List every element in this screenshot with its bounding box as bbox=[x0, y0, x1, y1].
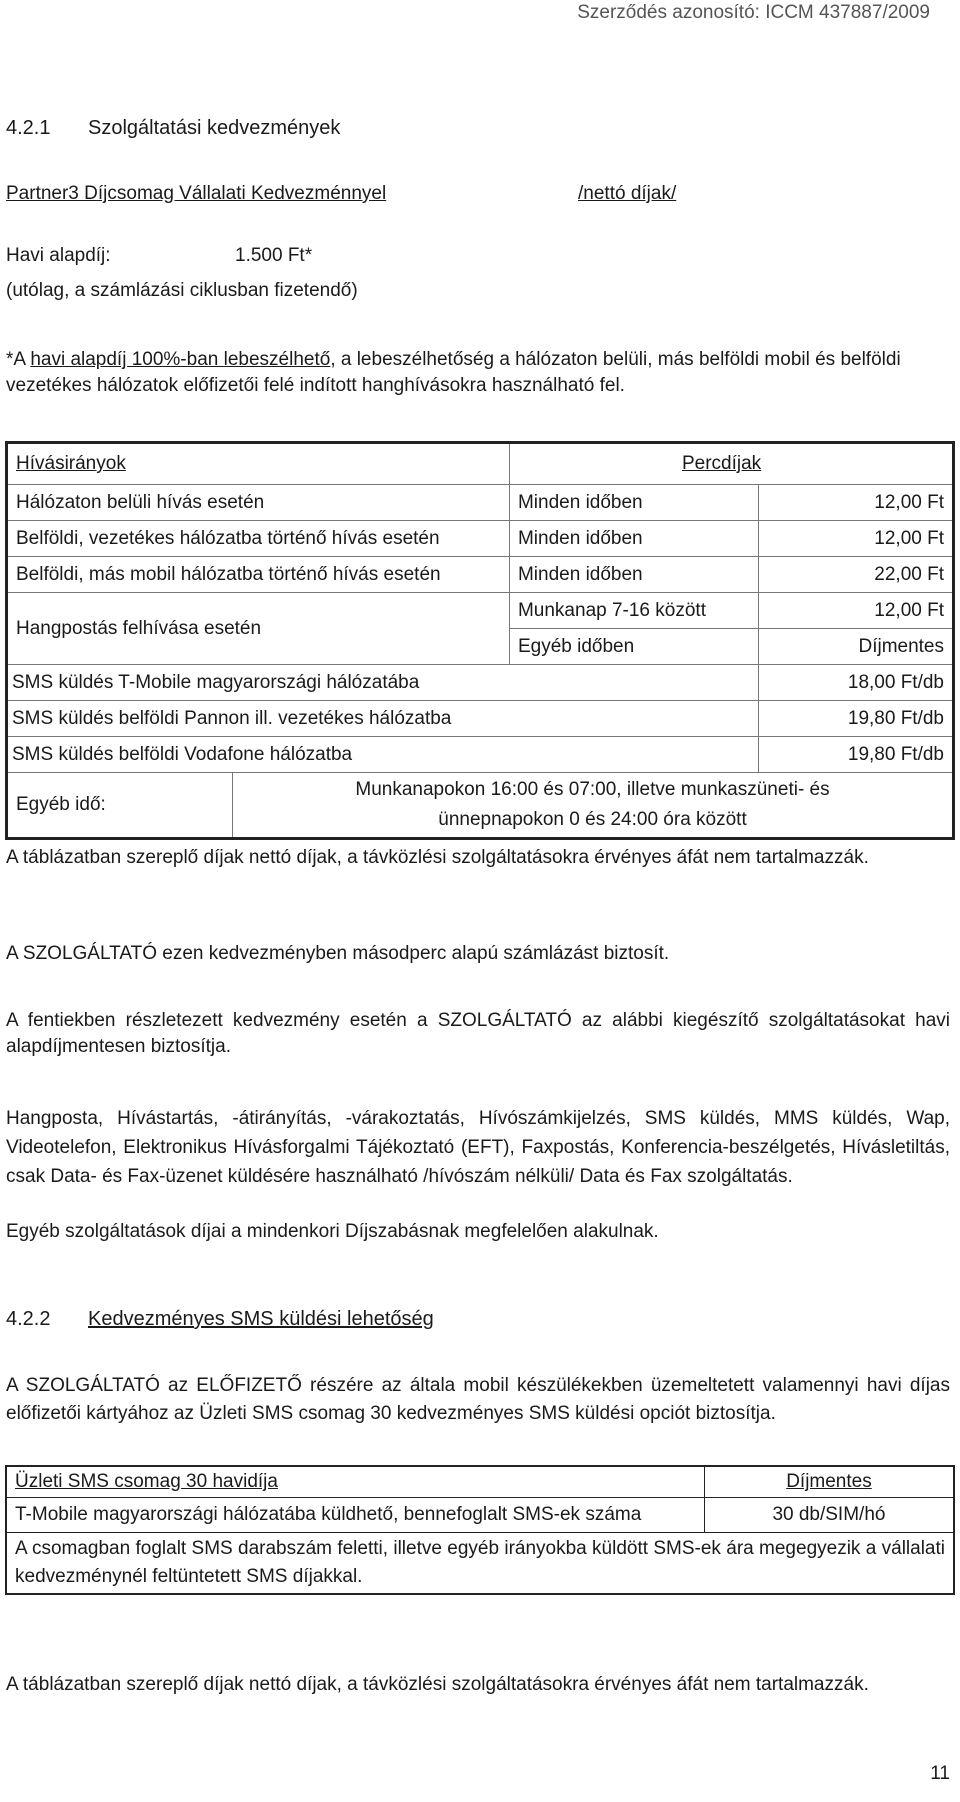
section-title-2: Kedvezményes SMS küldési lehetőség bbox=[88, 1308, 434, 1330]
row-direction: Belföldi, vezetékes hálózatba történő hívás esetén bbox=[7, 521, 510, 557]
sms-price: 19,80 Ft/db bbox=[759, 701, 954, 737]
paragraph: A fentiekben részletezett kedvezmény esetén a SZOLGÁLTATÓ az alábbi kiegészítő szolgáltatásokat havi alapdíjmentesen biztosítja. bbox=[6, 1010, 950, 1057]
row-time: Minden időben bbox=[509, 521, 758, 557]
sms-package-fee: Díjmentes bbox=[704, 1466, 954, 1498]
page-number: 11 bbox=[930, 1763, 950, 1784]
sms-package-included: T-Mobile magyarországi hálózatába küldhető, bennefoglalt SMS-ek száma bbox=[6, 1498, 704, 1533]
package-name: Partner3 Díjcsomag Vállalati Kedvezménnyel bbox=[6, 183, 387, 204]
fee-note: (utólag, a számlázási ciklusban fizetendő) bbox=[6, 280, 358, 301]
table-row bbox=[7, 665, 954, 701]
table-row bbox=[6, 1466, 954, 1498]
section-title-1: Szolgáltatási kedvezmények bbox=[88, 117, 341, 139]
sms-price: 19,80 Ft/db bbox=[759, 737, 954, 773]
voicemail-direction: Hangpostás felhívása esetén bbox=[7, 593, 510, 665]
footnote-rest: , a lebeszélhetőség a hálózaton belüli, más belföldi mobil és belföldi vezetékes hálózatok előfizetői felé indított hanghívásokra használható fel. bbox=[6, 349, 901, 396]
table-row bbox=[7, 557, 954, 593]
table-row bbox=[7, 773, 954, 839]
footnote bbox=[6, 347, 950, 399]
row-direction: Hálózaton belüli hívás esetén bbox=[7, 485, 510, 521]
other-time-label: Egyéb idő: bbox=[8, 773, 233, 837]
row-price: 12,00 Ft bbox=[759, 485, 954, 521]
table-row bbox=[6, 1498, 954, 1533]
sms-label: SMS küldés belföldi Vodafone hálózatba bbox=[7, 737, 759, 773]
sms-package-included-value: 30 db/SIM/hó bbox=[704, 1498, 954, 1533]
section-number-1: 4.2.1 bbox=[6, 117, 51, 139]
table-row bbox=[7, 485, 954, 521]
paragraph: Hangposta, Hívástartás, -átirányítás, -várakoztatás, Hívószámkijelzés, SMS küldés, MMS küldés, Wap, Videotelefon, Elektronikus Hívásforgalmi Tájékoztató (EFT), Faxpostás, Konferencia-beszélgetés, Hívásletiltás, csak Data- és Fax-üzenet küldésére használható /hívószám nélküli/ Data és Fax szolgáltatás. bbox=[6, 1108, 950, 1187]
row-price: 12,00 Ft bbox=[759, 521, 954, 557]
paragraph: A SZOLGÁLTATÓ ezen kedvezményben másodperc alapú számlázást biztosít. bbox=[6, 943, 670, 964]
sms-label: SMS küldés belföldi Pannon ill. vezetékes hálózatba bbox=[7, 701, 759, 737]
other-time-table bbox=[8, 773, 952, 837]
footnote-bold: havi alapdíj 100%-ban lebeszélhető bbox=[30, 349, 331, 370]
sms-package-table bbox=[5, 1465, 955, 1595]
row-price: 22,00 Ft bbox=[759, 557, 954, 593]
table-row bbox=[6, 1533, 954, 1595]
sms-package-name: Üzleti SMS csomag 30 havidíja bbox=[6, 1466, 704, 1498]
package-note: /nettó díjak/ bbox=[578, 183, 677, 204]
row-direction: Belföldi, más mobil hálózatba történő hívás esetén bbox=[7, 557, 510, 593]
header-directions: Hívásirányok bbox=[7, 443, 510, 485]
paragraph: A SZOLGÁLTATÓ az ELŐFIZETŐ részére az általa mobil készülékekben üzemeltetett valamennyi havi díjas előfizetői kártyához az Üzleti SMS csomag 30 kedvezményes SMS küldési opciót biztosítja. bbox=[6, 1375, 950, 1424]
sms-price: 18,00 Ft/db bbox=[759, 665, 954, 701]
paragraph: A táblázatban szereplő díjak nettó díjak, a távközlési szolgáltatásokra érvényes áfát nem tartalmazzák. bbox=[6, 847, 869, 868]
sms-package-extra: A csomagban foglalt SMS darabszám feletti, illetve egyéb irányokba küldött SMS-ek ára megegyezik a vállalati kedvezménynél feltüntetett SMS díjakkal. bbox=[6, 1533, 954, 1595]
table-row bbox=[7, 521, 954, 557]
footnote-prefix: *A bbox=[6, 349, 31, 370]
voicemail-time-2: Egyéb időben bbox=[509, 629, 758, 665]
fee-label: Havi alapdíj: bbox=[6, 245, 111, 266]
header-rates: Percdíjak bbox=[509, 443, 953, 485]
voicemail-price-1: 12,00 Ft bbox=[759, 593, 954, 629]
fee-value: 1.500 Ft* bbox=[235, 245, 313, 266]
row-time: Minden időben bbox=[509, 485, 758, 521]
section-number-2: 4.2.2 bbox=[6, 1308, 51, 1330]
table-header-row bbox=[7, 443, 954, 485]
rates-table bbox=[5, 441, 955, 840]
paragraph: A táblázatban szereplő díjak nettó díjak, a távközlési szolgáltatásokra érvényes áfát nem tartalmazzák. bbox=[6, 1674, 869, 1695]
sms-label: SMS küldés T-Mobile magyarországi hálózatába bbox=[7, 665, 759, 701]
table-row bbox=[7, 593, 954, 629]
paragraph: Egyéb szolgáltatások díjai a mindenkori Díjszabásnak megfelelően alakulnak. bbox=[6, 1221, 659, 1242]
other-time-value: Munkanapokon 16:00 és 07:00, illetve munkaszüneti- és ünnepnapokon 0 és 24:00 óra között bbox=[355, 779, 830, 830]
contract-id: Szerződés azonosító: ICCM 437887/2009 bbox=[577, 2, 930, 23]
voicemail-price-2: Díjmentes bbox=[759, 629, 954, 665]
table-row bbox=[7, 737, 954, 773]
row-time: Minden időben bbox=[509, 557, 758, 593]
table-row bbox=[7, 701, 954, 737]
voicemail-time-1: Munkanap 7-16 között bbox=[509, 593, 758, 629]
